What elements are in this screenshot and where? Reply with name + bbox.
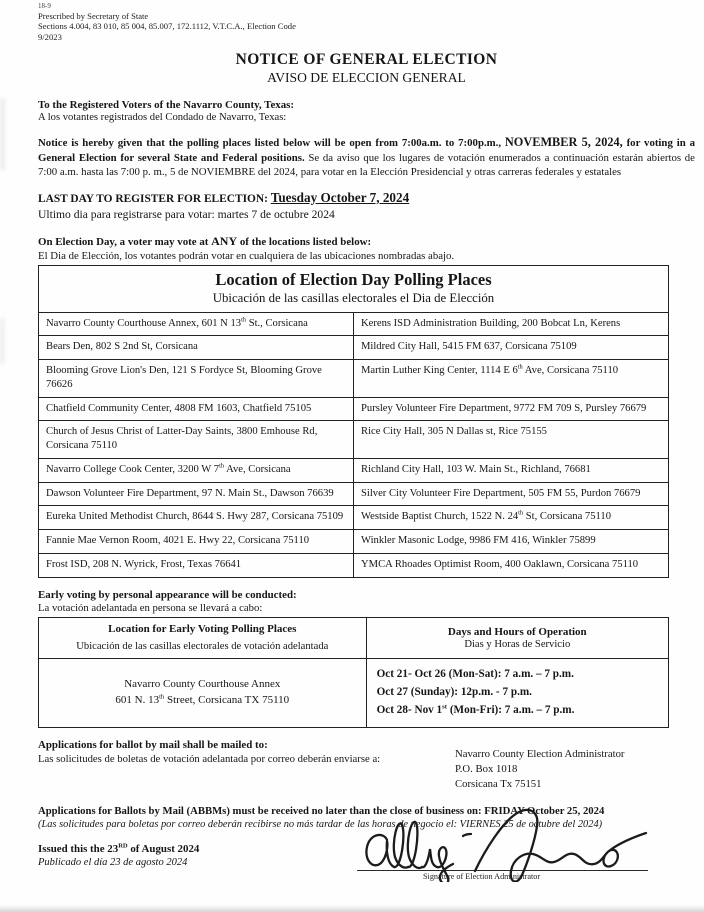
abbm-deadline-spanish: (Las solicitudes para boletas por correo deberán recibirse no más tardar de las horas de negocio el: VIERNES 25 de octubre del 2024) [38, 818, 603, 830]
hours-line: Oct 27 (Sunday): 12p.m. - 7 p.m. [376, 685, 532, 698]
early-voting-table [38, 617, 669, 728]
polling-place-cell: Church of Jesus Christ of Latter-Day Saints, 3800 Emhouse Rd, Corsicana 75110 [39, 421, 354, 459]
polling-table-row [39, 553, 669, 577]
address-line: Navarro County Election Administrator [455, 747, 625, 760]
form-number: 18-9 [38, 2, 51, 10]
scan-edge-artifact [0, 905, 704, 912]
early-voting-location-cell [39, 659, 367, 728]
polling-place-cell: Navarro County Courthouse Annex, 601 N 13th St., Corsicana [39, 312, 354, 336]
early-voting-header-row [39, 617, 669, 658]
title-spanish: AVISO DE ELECCION GENERAL [267, 70, 466, 86]
scan-artifact [0, 318, 4, 364]
early-voting-heading-english: Early voting by personal appearance will be conducted: [38, 588, 297, 601]
polling-place-cell: Fannie Mae Vernon Room, 4021 E. Hwy 22, Corsicana 75110 [39, 530, 354, 554]
register-deadline-line [38, 190, 695, 206]
early-voting-heading [38, 589, 695, 614]
polling-place-cell: Blooming Grove Lion's Den, 121 S Fordyce St, Blooming Grove 76626 [39, 360, 354, 398]
issued-spanish: Publicado el día 23 de agosto 2024 [38, 856, 188, 868]
signature-block [357, 804, 648, 881]
issued-english: Issued this the 23RD of August 2024 [38, 842, 200, 855]
title-english: NOTICE OF GENERAL ELECTION [235, 51, 498, 69]
eday-post: of the locations listed below: [237, 235, 372, 248]
hours-header-english: Days and Hours of Operation [447, 625, 587, 638]
early-voting-heading-spanish: La votación adelantada en persona se llevará a cabo: [38, 601, 263, 614]
early-voting-body-row [39, 659, 669, 728]
addressee-block [38, 99, 695, 123]
prescribed-line: Prescribed by Secretary of State [38, 10, 149, 21]
polling-table-title-cell [39, 265, 669, 312]
notice-spanish: Se da aviso que los lugares de votación enumerados a continuación estarán abiertos de 7:00 a.m. hasta las 7:00 p. m., 5 de NOVIEMBRE del 2024, para votar en la Elección Presidencial y otras carreras federales y estatales [38, 151, 695, 179]
polling-places-table [38, 265, 669, 578]
abbm-deadline-english: Applications for Ballots by Mail (ABBMs) must be received no later than the close of business on: FRIDAY October 25, 2024 [38, 804, 605, 817]
polling-place-cell: YMCA Rhoades Optimist Room, 400 Oaklawn, Corsicana 75110 [354, 553, 669, 577]
polling-table-title-english: Location of Election Day Polling Places [215, 269, 492, 289]
polling-table-row [39, 530, 669, 554]
election-day-note [38, 234, 695, 262]
early-voting-hours-header [366, 617, 668, 658]
polling-place-cell: Mildred City Hall, 5415 FM 637, Corsicana 75109 [354, 336, 669, 360]
early-voting-location-header [39, 617, 367, 658]
polling-place-cell: Bears Den, 802 S 2nd St, Corsicana [39, 336, 354, 360]
polling-place-cell: Frost ISD, 208 N. Wyrick, Frost, Texas 76641 [39, 553, 354, 577]
mailing-address-block [455, 747, 624, 793]
signature-ink [357, 804, 648, 882]
early-voting-location-name: Navarro County Courthouse Annex [124, 677, 281, 690]
election-day-note-english [38, 234, 695, 249]
sections-line: Sections 4.004, 83 010, 85 004, 85.007, 172.1112, V.T.C.A., Election Code [38, 21, 296, 32]
ballot-by-mail-heading-spanish: Las solicitudes de boletas de votación adelantada por correo deberán enviarse a: [38, 752, 381, 765]
hours-header-spanish: Dias y Horas de Servicio [464, 638, 571, 650]
polling-table-row [39, 458, 669, 482]
polling-place-cell: Eureka United Methodist Church, 8644 S. Hwy 287, Corsicana 75109 [39, 506, 354, 530]
revision-line: 9/2023 [38, 31, 62, 42]
address-line: Corsicana Tx 75151 [455, 778, 542, 791]
scan-artifact [0, 98, 5, 170]
polling-place-cell: Dawson Volunteer Fire Department, 97 N. Main St., Dawson 76639 [39, 482, 354, 506]
polling-place-cell: Chatfield Community Center, 4808 FM 1603, Chatfield 75105 [39, 397, 354, 421]
polling-table-row [39, 482, 669, 506]
polling-place-cell: Silver City Volunteer Fire Department, 505 FM 55, Purdon 76679 [354, 482, 669, 506]
ballot-by-mail-heading-english: Applications for ballot by mail shall be mailed to: [38, 738, 268, 751]
register-deadline-spanish: Ultimo dia para registrarse para votar: martes 7 de octubre 2024 [38, 207, 335, 221]
document-title [38, 51, 695, 86]
signature-caption: Signature of Election Administrator [423, 872, 541, 881]
addressee-spanish: A los votantes registrados del Condado de Navarro, Texas: [38, 112, 287, 124]
polling-place-cell: Rice City Hall, 305 N Dallas st, Rice 75155 [354, 421, 669, 459]
polling-table-row [39, 421, 669, 459]
location-header-english: Location for Early Voting Polling Places [108, 622, 297, 635]
polling-place-cell: Richland City Hall, 103 W. Main St., Richland, 76681 [354, 458, 669, 482]
register-deadline-label: LAST DAY TO REGISTER FOR ELECTION: [38, 192, 271, 205]
election-day-note-spanish: El Dia de Elección, los votantes podrán votar en cualquiera de las ubicaciones nombradas abajo. [38, 249, 455, 262]
address-line: P.O. Box 1018 [455, 762, 518, 775]
polling-place-cell: Westside Baptist Church, 1522 N. 24th St, Corsicana 75110 [354, 506, 669, 530]
polling-place-cell: Kerens ISD Administration Building, 200 Bobcat Ln, Kerens [354, 312, 669, 336]
eday-pre: On Election Day, a voter may vote at [38, 235, 212, 248]
polling-table-title-row [39, 265, 669, 312]
eday-any: ANY [211, 233, 238, 248]
register-deadline-date: Tuesday October 7, 2024 [270, 189, 410, 205]
election-date: NOVEMBER 5, 2024, [504, 135, 623, 150]
polling-place-cell: Pursley Volunteer Fire Department, 9772 FM 709 S, Pursley 76679 [354, 397, 669, 421]
ballot-by-mail-section [38, 739, 695, 799]
addressee-english: To the Registered Voters of the Navarro County, Texas: [38, 99, 295, 112]
polling-table-body [39, 312, 669, 577]
polling-table-row [39, 360, 669, 398]
form-header [38, 11, 695, 42]
notice-paragraph [38, 134, 695, 179]
hours-line: Oct 28- Nov 1st (Mon-Fri): 7 a.m. – 7 p.m. [376, 703, 575, 716]
polling-place-cell: Martin Luther King Center, 1114 E 6th Ave, Corsicana 75110 [354, 360, 669, 398]
notice-english-pre: Notice is hereby given that the polling places listed below will be open from 7:00a.m. to 7:00p.m., [38, 137, 505, 150]
polling-place-cell: Winkler Masonic Lodge, 9986 FM 416, Winkler 75899 [354, 530, 669, 554]
polling-place-cell: Navarro College Cook Center, 3200 W 7th Ave, Corsicana [39, 458, 354, 482]
early-voting-hours-cell [366, 659, 668, 728]
location-header-spanish: Ubicación de las casillas electorales de votación adelantada [76, 640, 329, 652]
polling-table-title-spanish: Ubicación de las casillas electorales el Dia de Elección [212, 290, 495, 305]
hours-line: Oct 21- Oct 26 (Mon-Sat): 7 a.m. – 7 p.m. [376, 668, 574, 680]
polling-table-row [39, 336, 669, 360]
polling-table-row [39, 397, 669, 421]
polling-table-row [39, 506, 669, 530]
polling-table-row [39, 312, 669, 336]
polling-table-header [39, 265, 669, 312]
notice-english-post: for voting in a General Election for several State and Federal positions. [38, 137, 695, 164]
early-voting-location-address: 601 N. 13th Street, Corsicana TX 75110 [115, 693, 290, 706]
